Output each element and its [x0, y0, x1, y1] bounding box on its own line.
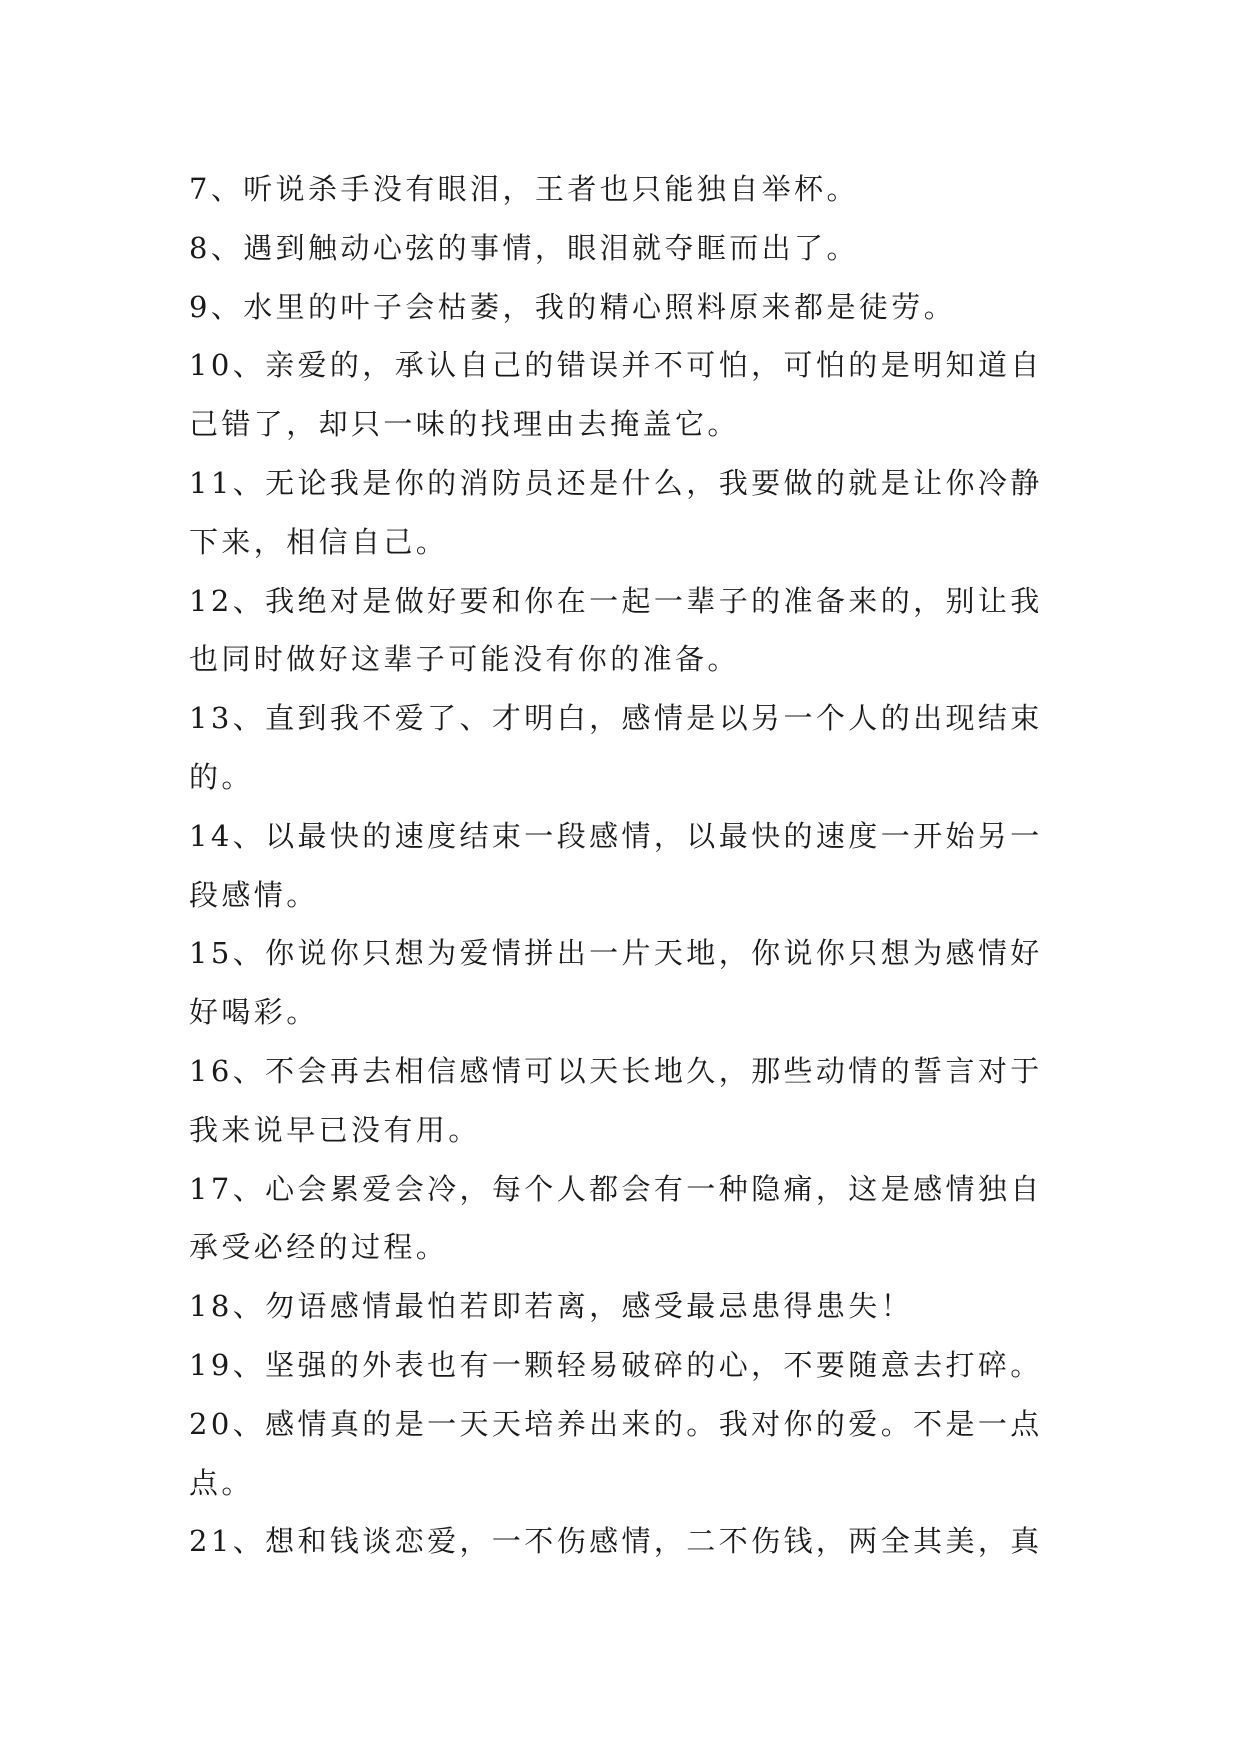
text-line: 17、心会累爱会冷，每个人都会有一种隐痛，这是感情独自	[189, 1171, 1043, 1206]
text-line: 我来说早已没有用。	[189, 1112, 481, 1147]
text-line: 10、亲爱的，承认自己的错误并不可怕，可怕的是明知道自	[189, 348, 1043, 383]
text-line: 的。	[189, 759, 254, 794]
text-line: 己错了，却只一味的找理由去掩盖它。	[189, 407, 740, 442]
text-line: 8、遇到触动心弦的事情，眼泪就夺眶而出了。	[189, 230, 859, 265]
text-line: 12、我绝对是做好要和你在一起一辈子的准备来的，别让我	[189, 583, 1043, 618]
text-line: 承受必经的过程。	[189, 1230, 449, 1265]
text-line: 段感情。	[189, 877, 319, 912]
text-line: 好喝彩。	[189, 995, 319, 1030]
text-line: 9、水里的叶子会枯萎，我的精心照料原来都是徒劳。	[189, 289, 957, 324]
text-line: 16、不会再去相信感情可以天长地久，那些动情的誓言对于	[189, 1053, 1043, 1088]
text-line: 7、听说杀手没有眼泪，王者也只能独自举杯。	[189, 172, 859, 206]
document-body	[189, 160, 1069, 1571]
text-line: 点。	[189, 1465, 254, 1500]
text-line: 18、勿语感情最怕若即若离，感受最忌患得患失！	[189, 1289, 914, 1324]
text-line: 下来，相信自己。	[189, 524, 449, 559]
text-line: 14、以最快的速度结束一段感情，以最快的速度一开始另一	[189, 818, 1043, 853]
text-line: 19、坚强的外表也有一颗轻易破碎的心，不要随意去打碎。	[189, 1347, 1043, 1382]
text-line: 20、感情真的是一天天培养出来的。我对你的爱。不是一点	[189, 1406, 1043, 1441]
text-line: 15、你说你只想为爱情拼出一片天地，你说你只想为感情好	[189, 936, 1043, 971]
text-line: 11、无论我是你的消防员还是什么，我要做的就是让你冷静	[189, 465, 1043, 500]
text-line: 也同时做好这辈子可能没有你的准备。	[189, 642, 740, 677]
text-line: 21、想和钱谈恋爱，一不伤感情，二不伤钱，两全其美，真	[189, 1524, 1043, 1559]
text-line: 13、直到我不爱了、才明白，感情是以另一个人的出现结束	[189, 701, 1043, 736]
